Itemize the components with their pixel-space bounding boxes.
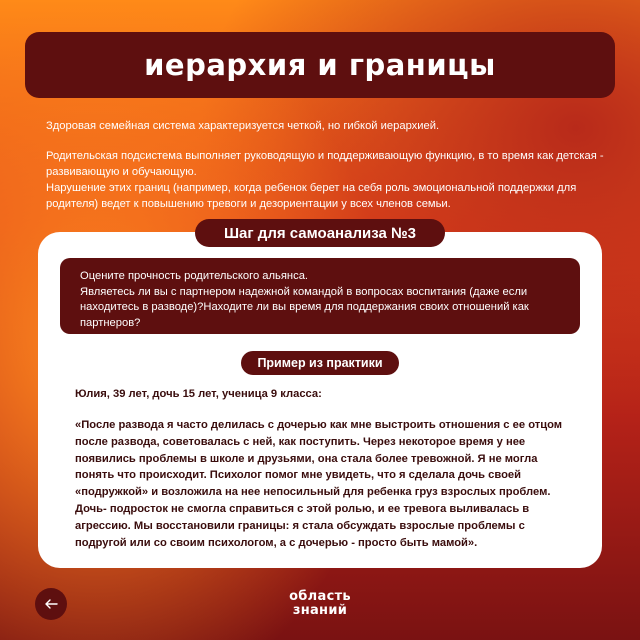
logo-line-1: область: [289, 589, 351, 604]
question-box: [60, 258, 580, 334]
intro-paragraph-1: Здоровая семейная система характеризуется четкой, но гибкой иерархией.: [46, 120, 440, 132]
brand-logo: [270, 590, 370, 618]
case-story: «После развода я часто делилась с дочерью как мне выстроить отношения с ее отцом после развода, советовалась с ней, как поступить. Через некоторое время у нее появились проблемы в школе и друзьями, она стала более тревожной. Я не могла понять что происходит. Психолог помог мне увидеть, что я сделала дочь своей «подружкой» и возложила на нее непосильный для ребенка груз взрослых проблем. Дочь- подросток не смогла справиться с этой ролью, и ее тревога выливалась в агрессию. Мы восстановили границы: я стала обсуждать взрослые проблемы с подругой или со своим психологом, а с дочерью - просто быть мамой».: [75, 419, 563, 549]
logo-line-2: знаний: [292, 603, 348, 618]
question-line-2: Являетесь ли вы с партнером надежной командой в вопросах воспитания (даже если находитесь в разводе)?Находите ли вы время для поддержания своих отношений как партнеров?: [80, 285, 529, 329]
page-title: иерархия и границы: [144, 48, 496, 82]
question-line-1: Оцените прочность родительского альянса.: [80, 270, 309, 282]
title-banner: [25, 32, 615, 98]
intro-paragraph-2: Родительская подсистема выполняет руководящую и поддерживающую функцию, в то время как детская - развивающую и обучающую.: [46, 150, 604, 178]
back-button[interactable]: [35, 588, 67, 620]
step-label: Шаг для самоанализа №3: [195, 219, 445, 247]
case-header: Юлия, 39 лет, дочь 15 лет, ученица 9 класса:: [75, 388, 322, 400]
intro-text: [46, 118, 606, 212]
example-label: Пример из практики: [241, 351, 399, 375]
arrow-left-icon: [43, 596, 59, 612]
intro-paragraph-3: Нарушение этих границ (например, когда ребенок берет на себя роль эмоциональной поддержки для родителя) ведет к повышению тревоги и дезориентации у всех членов семьи.: [46, 182, 577, 210]
